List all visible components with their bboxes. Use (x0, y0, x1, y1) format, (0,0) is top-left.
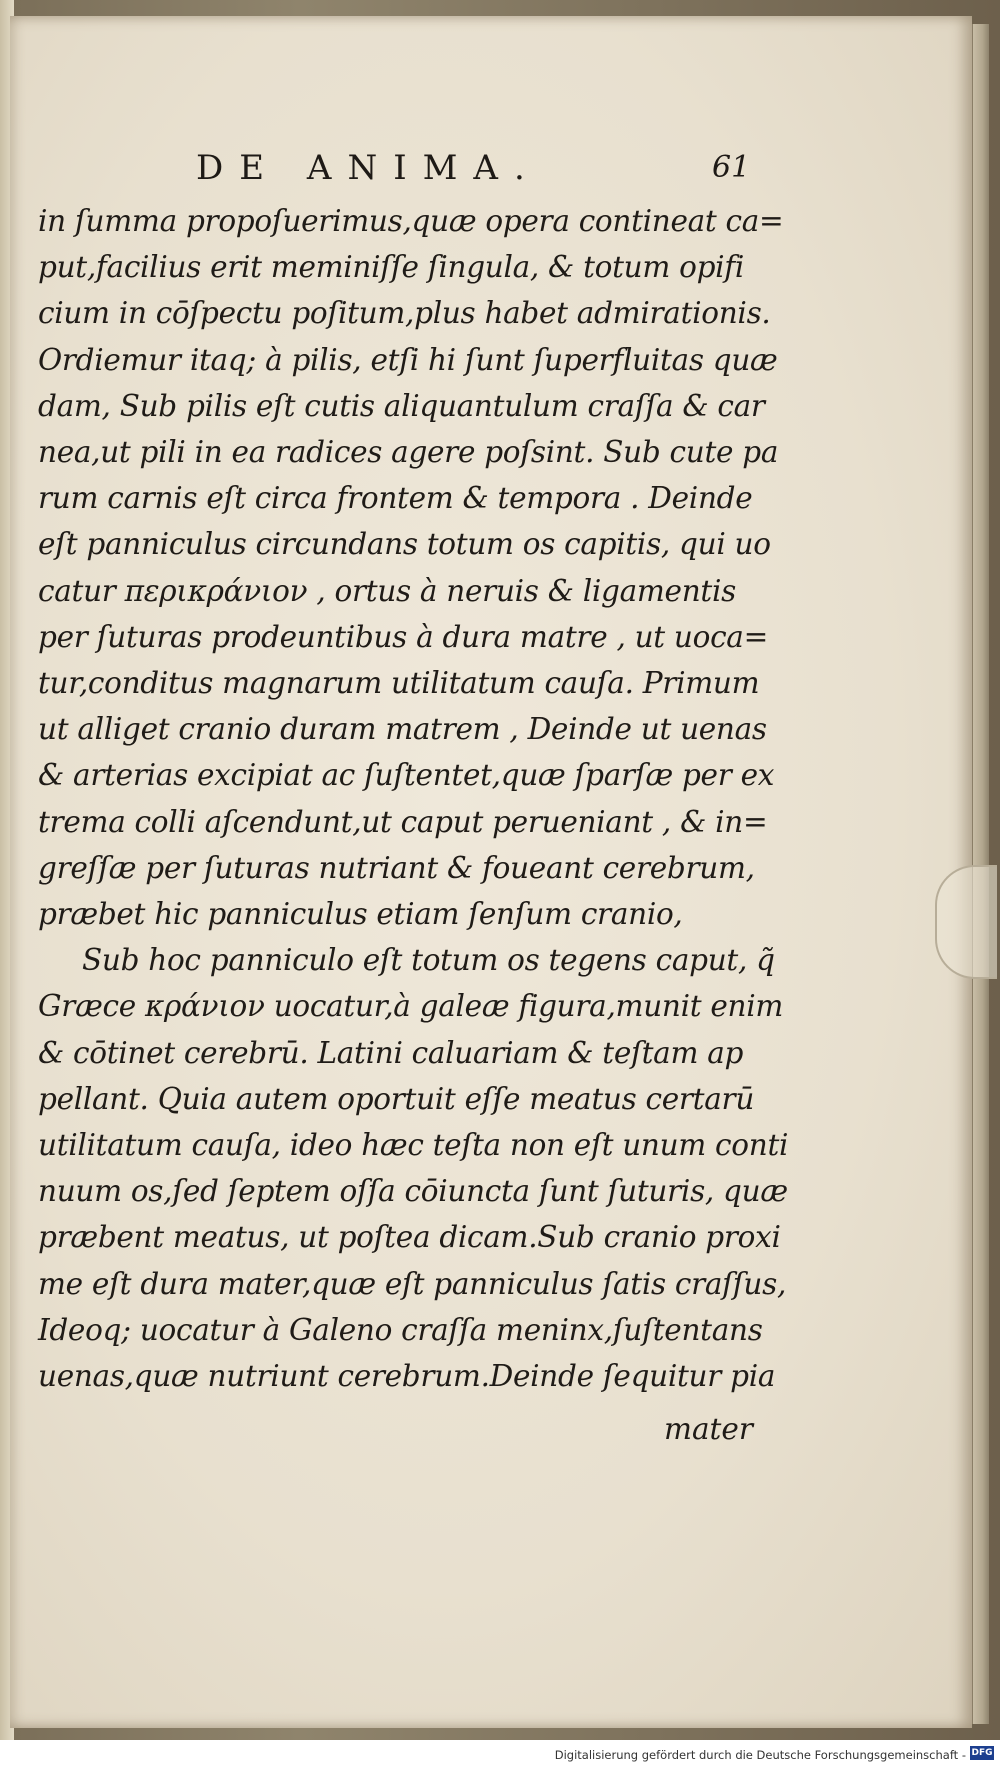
text-line: me eſt dura mater,quæ eſt panniculus ſatis craſſus, (38, 1266, 787, 1301)
funding-credit: Digitalisierung gefördert durch die Deutsche Forschungsgemeinschaft - (554, 1748, 966, 1762)
text-line: dam, Sub pilis eſt cutis aliquantulum craſſa & car (38, 388, 765, 423)
text-line: præbet hic panniculus etiam ſenſum cranio, (38, 897, 683, 932)
page-clasp (935, 865, 997, 979)
text-line: cium in cōſpectu poſitum,plus habet admirationis. (38, 296, 771, 331)
text-line: nuum os,ſed ſeptem oſſa cōiuncta ſunt ſuturis, quæ (38, 1174, 788, 1209)
text-line: put,facilius erit meminiſſe ſingula, & totum opifi (38, 250, 745, 285)
page-number: 61 (712, 150, 751, 185)
text-line: per ſuturas prodeuntibus à dura matre , ut uoca= (38, 619, 769, 654)
text-line: utilitatum cauſa, ideo hæc teſta non eſt unum conti (38, 1128, 789, 1163)
text-line: Græce κράνιον uocatur,à galeæ figura,munit enim (38, 989, 784, 1024)
running-head: DE ANIMA. (196, 148, 541, 188)
text-line: catur περικράνιον , ortus à neruis & ligamentis (38, 573, 736, 608)
catchword: mater (664, 1412, 753, 1446)
text-line: Ordiemur itaq; à pilis, etſi hi ſunt ſuperfluitas quæ (38, 342, 778, 377)
text-line: Ideoq; uocatur à Galeno craſſa meninx,ſuſtentans (38, 1312, 763, 1347)
text-line: & arterias excipiat ac ſuſtentet,quæ ſparſæ per ex (38, 758, 775, 793)
text-line: pellant. Quia autem oportuit eſſe meatus certarū (38, 1081, 755, 1116)
text-line: Sub hoc panniculo eſt totum os tegens caput, q̃ (82, 943, 775, 978)
footer-bar (0, 1740, 1000, 1770)
text-line: rum carnis eſt circa frontem & tempora . Deinde (38, 481, 753, 516)
text-line: & cōtinet cerebrū. Latini caluariam & teſtam ap (38, 1035, 744, 1070)
text-block (38, 198, 789, 1399)
text-line: nea,ut pili in ea radices agere poſsint. Sub cute pa (38, 435, 779, 470)
text-line: eſt panniculus circundans totum os capitis, qui uo (38, 527, 771, 562)
text-line: tur,conditus magnarum utilitatum cauſa. Primum (38, 666, 760, 701)
dfg-logo-icon: DFG (971, 1748, 993, 1758)
text-line: uenas,quæ nutriunt cerebrum.Deinde ſequitur pia (38, 1359, 776, 1394)
text-line: præbent meatus, ut poſtea dicam.Sub cranio proxi (38, 1220, 781, 1255)
text-line: trema colli aſcendunt,ut caput perueniant , & in= (38, 804, 768, 839)
text-line: ut alliget cranio duram matrem , Deinde ut uenas (38, 712, 767, 747)
text-line: greſſæ per ſuturas nutriant & foueant cerebrum, (38, 850, 755, 885)
text-line: in ſumma propoſuerimus,quæ opera contineat ca= (38, 204, 784, 238)
